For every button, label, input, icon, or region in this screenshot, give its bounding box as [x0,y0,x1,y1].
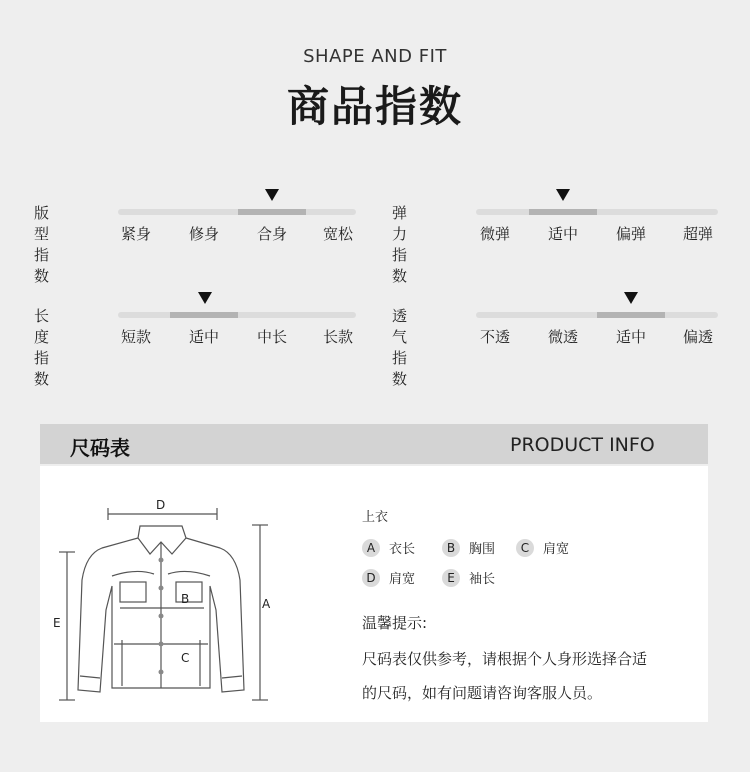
index-option: 适中 [615,328,646,346]
tip-line: 尺码表仅供参考，请根据个人身形选择合适 [362,650,648,668]
diagram-label-d: D [156,498,166,512]
diagram-label-a: A [262,597,271,611]
index-highlight [170,312,238,318]
tip-title: 温馨提示: [362,614,428,632]
legend-item [442,538,495,557]
selected-marker-icon [556,189,570,201]
jacket-collar [138,526,186,554]
selected-marker-icon [265,189,279,201]
index-label: 弹力指数 [392,204,408,285]
legend-item [516,538,569,557]
size-chart-title: 尺码表 [70,436,130,460]
legend-letter-icon: A [362,539,380,557]
diagram-label-c: C [181,651,190,665]
index-option: 偏透 [682,328,713,346]
index-option: 宽松 [322,225,353,243]
index-option: 短款 [120,328,151,346]
legend-letter-icon: B [442,539,460,557]
index-option: 合身 [256,225,287,243]
legend-letter-icon: D [362,569,380,587]
tip-line: 的尺码，如有问题请咨询客服人员。 [362,684,603,702]
index-label: 长度指数 [34,307,50,388]
index-option: 超弹 [682,225,713,243]
legend-text: 衣长 [389,542,416,557]
size-chart-title-en: PRODUCT INFO [510,434,655,456]
legend-text: 肩宽 [389,572,416,587]
index-track [476,209,718,243]
legend-text: 袖长 [469,572,496,587]
index-option: 微透 [547,328,578,346]
diagram-label-e: E [53,616,61,630]
page-title: 商品指数 [286,82,463,131]
index-option: 紧身 [120,225,151,243]
index-highlight [238,209,306,215]
index-option: 修身 [188,225,219,243]
index-option: 适中 [188,328,219,346]
index-label: 版型指数 [34,204,50,285]
index-track [476,312,718,346]
legend-text: 胸围 [469,542,496,557]
index-option: 偏弹 [615,225,646,243]
legend-item [362,538,415,557]
legend-item [362,568,415,587]
garment-type: 上衣 [362,510,389,525]
tip-body [362,642,702,710]
index-option: 不透 [479,328,510,346]
index-track [118,209,356,243]
index-option: 微弹 [479,225,510,243]
legend-item [442,568,495,587]
subtitle: SHAPE AND FIT [303,46,447,67]
index-option: 长款 [322,328,353,346]
selected-marker-icon [198,292,212,304]
index-highlight [529,209,597,215]
diagram-label-b: B [181,592,190,606]
index-track [118,312,356,346]
index-label: 透气指数 [392,307,408,388]
index-option: 适中 [547,225,578,243]
selected-marker-icon [624,292,638,304]
index-option: 中长 [256,328,287,346]
index-highlight [597,312,665,318]
legend-letter-icon: E [442,569,460,587]
legend-letter-icon: C [516,539,534,557]
jacket-diagram [40,490,340,720]
legend-text: 肩宽 [543,542,570,557]
